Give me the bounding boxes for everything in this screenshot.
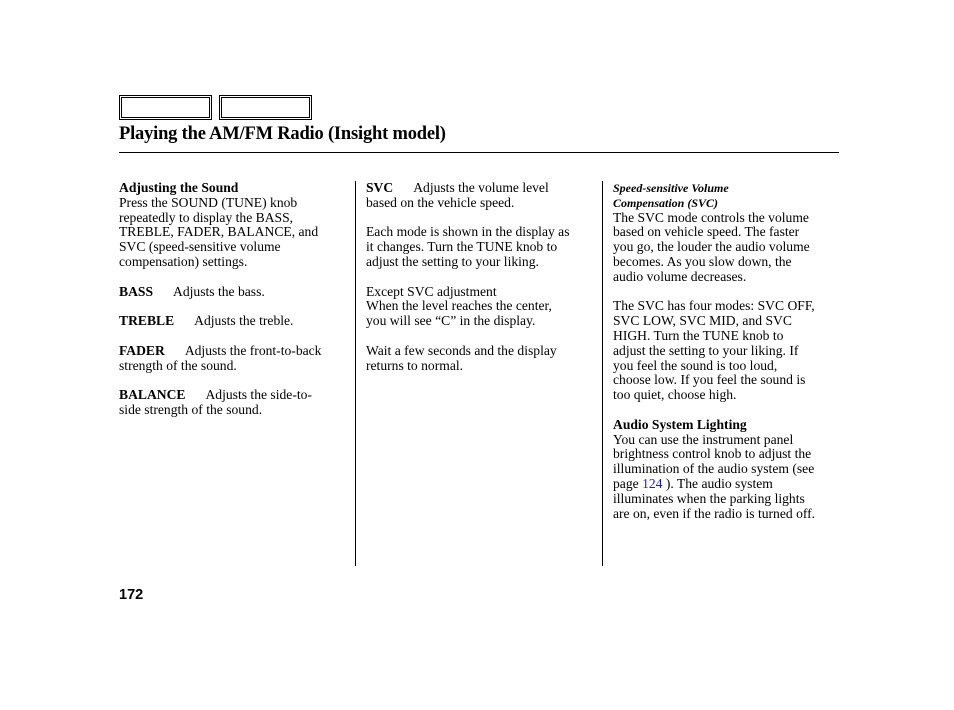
svc-subheading: Speed-sensitive Volume Compensation (SVC) bbox=[613, 181, 729, 210]
column-divider-2 bbox=[602, 181, 603, 566]
svc-item bbox=[366, 181, 598, 196]
title-rule bbox=[119, 152, 839, 153]
fader-desc: Adjusts the front-to-back bbox=[184, 342, 322, 358]
column-2 bbox=[366, 181, 598, 373]
balance-desc: Adjusts the side-to- bbox=[205, 387, 312, 403]
column-divider-1 bbox=[355, 181, 356, 566]
column-1 bbox=[119, 181, 351, 418]
adjusting-sound-heading: Adjusting the Sound bbox=[119, 180, 239, 195]
treble-desc: Adjusts the treble. bbox=[194, 313, 294, 329]
balance-item bbox=[119, 388, 351, 403]
audio-lighting-heading: Audio System Lighting bbox=[613, 416, 747, 432]
svc-term: SVC bbox=[366, 180, 394, 195]
lighting-text-b: ). The audio system illuminates when the parking lights are on, even if the radio is turned off. bbox=[613, 475, 816, 521]
svc-four-modes-paragraph: The SVC has four modes: SVC OFF, SVC LOW, SVC MID, and SVC HIGH. Turn the TUNE knob to adjust the setting to your liking. If you feel the sound is too loud, choose low. If you feel the sound is too quiet, choose high. bbox=[613, 298, 815, 403]
fader-item bbox=[119, 344, 351, 359]
svc-desc: Adjusts the volume level bbox=[413, 180, 549, 195]
column-3 bbox=[613, 181, 843, 521]
treble-item bbox=[119, 314, 351, 329]
page-number: 172 bbox=[119, 587, 144, 603]
fader-term: FADER bbox=[119, 342, 165, 358]
bass-term: BASS bbox=[119, 283, 154, 299]
wait-paragraph: Wait a few seconds and the display returns to normal. bbox=[366, 342, 557, 373]
balance-desc-2: side strength of the sound. bbox=[119, 401, 263, 417]
fader-desc-2: strength of the sound. bbox=[119, 357, 237, 373]
treble-term: TREBLE bbox=[119, 313, 175, 329]
main-menu-button-frame bbox=[121, 97, 210, 118]
main-menu-button[interactable] bbox=[119, 95, 212, 120]
adjusting-sound-intro: Press the SOUND (TUNE) knob repeatedly to display the BASS, TREBLE, FADER, BALANCE, and SVC (speed-sensitive volume compensation) settings. bbox=[119, 194, 319, 269]
index-button-frame bbox=[221, 97, 310, 118]
balance-term: BALANCE bbox=[119, 387, 186, 403]
audio-lighting-paragraph bbox=[613, 433, 843, 522]
page-124-link[interactable]: 124 bbox=[642, 475, 663, 491]
page-title: Playing the AM/FM Radio (Insight model) bbox=[119, 124, 446, 144]
mode-display-paragraph: Each mode is shown in the display as it changes. Turn the TUNE knob to adjust the setting to your liking. bbox=[366, 224, 570, 269]
lighting-text-a: You can use the instrument panel brightness control knob to adjust the illumination of the audio system (see page bbox=[613, 431, 815, 491]
bass-desc: Adjusts the bass. bbox=[173, 283, 265, 299]
index-button[interactable] bbox=[219, 95, 312, 120]
svc-desc-2: based on the vehicle speed. bbox=[366, 194, 515, 210]
except-svc-paragraph: Except SVC adjustment When the level reaches the center, you will see “C” in the display. bbox=[366, 283, 552, 329]
bass-item bbox=[119, 285, 351, 300]
svc-mode-paragraph: The SVC mode controls the volume based on vehicle speed. The faster you go, the louder the audio volume becomes. As you slow down, the audio volume decreases. bbox=[613, 209, 810, 284]
